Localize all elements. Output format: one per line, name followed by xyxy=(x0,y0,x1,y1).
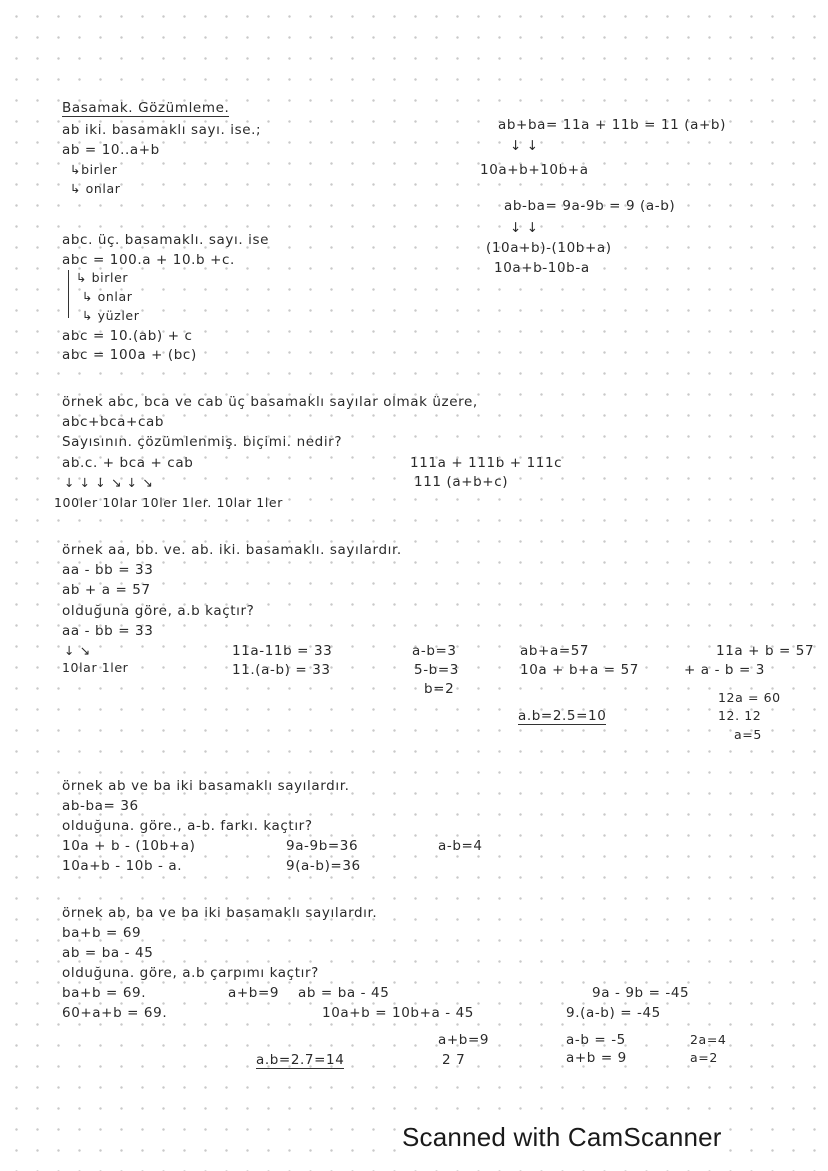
s4-col3-1: ab+a=57 xyxy=(520,643,590,659)
s6-line3: ab = ba - 45 xyxy=(62,945,154,961)
s3-right1: 111a + 111b + 111c xyxy=(410,455,563,471)
s6-line2: ba+b = 69 xyxy=(62,925,142,941)
s1-right2: ↓ ↓ xyxy=(510,138,539,154)
s6-mid2: ab = ba - 45 xyxy=(298,985,390,1001)
s4-col3-2: 10a + b+a = 57 xyxy=(520,662,639,678)
s2-line3: ↳ birler xyxy=(76,270,129,285)
s6-right5: 2a=4 xyxy=(690,1032,727,1047)
s4-col1-1: 11a-11b = 33 xyxy=(232,643,333,659)
s3-line1: örnek abc, bca ve cab üç basamaklı sayılar olmak üzere, xyxy=(62,394,478,410)
s4-col2-3: b=2 xyxy=(424,681,455,697)
s4-col1-2: 11.(a-b) = 33 xyxy=(232,662,331,678)
s4-col2-2: 5-b=3 xyxy=(414,662,459,678)
s1-right5: ↓ ↓ xyxy=(510,220,539,236)
s3-line2: abc+bca+cab xyxy=(62,414,165,430)
s6-right1: 9a - 9b = -45 xyxy=(592,985,690,1001)
s6-line4: olduğuna. göre, a.b çarpımı kaçtır? xyxy=(62,965,319,981)
s1-line2: ab = 10..a+b xyxy=(62,142,160,158)
s4-line3: ab + a = 57 xyxy=(62,582,151,598)
s1-right7: 10a+b-10b-a xyxy=(494,260,590,276)
section1-title: Basamak. Gözümleme. xyxy=(62,100,230,116)
s1-line4: ↳ onlar xyxy=(70,181,121,196)
s6-line5: ba+b = 69. xyxy=(62,985,147,1001)
s4-col4-2: + a - b = 3 xyxy=(684,662,765,678)
s2-line7: abc = 100a + (bc) xyxy=(62,347,197,363)
s4-col3-3: a.b=2.5=10 xyxy=(518,708,607,724)
s5-line5: 10a+b - 10b - a. xyxy=(62,858,183,874)
s3-line4: ab.c. + bca + cab xyxy=(62,455,194,471)
s1-right1: ab+ba= 11a + 11b = 11 (a+b) xyxy=(498,117,726,133)
s1-right3: 10a+b+10b+a xyxy=(480,162,589,178)
s6-right2: 9.(a-b) = -45 xyxy=(566,1005,661,1021)
s5-mid3: a-b=4 xyxy=(438,838,483,854)
s4-col4-3: 12a = 60 xyxy=(718,690,781,705)
s5-mid2: 9(a-b)=36 xyxy=(286,858,361,874)
s6-right3: a-b = -5 xyxy=(566,1032,626,1048)
s4-line2: aa - bb = 33 xyxy=(62,562,154,578)
s3-line5: ↓ ↓ ↓ ↘ ↓ ↘ xyxy=(64,475,154,490)
s4-col2-1: a-b=3 xyxy=(412,643,457,659)
s5-line4: 10a + b - (10b+a) xyxy=(62,838,196,854)
s4-col4-1: 11a + b = 57 xyxy=(716,643,815,659)
s6-line6: 60+a+b = 69. xyxy=(62,1005,168,1021)
s6-mid1: a+b=9 xyxy=(228,985,280,1001)
s4-col4-4: 12. 12 xyxy=(718,708,762,723)
s1-right6: (10a+b)-(10b+a) xyxy=(486,240,612,256)
s5-line1: örnek ab ve ba iki basamaklı sayılardır. xyxy=(62,778,350,794)
s6-mid4: a+b=9 xyxy=(438,1032,490,1048)
s4-line4: olduğuna göre, a.b kaçtır? xyxy=(62,603,255,619)
s3-line3: Sayısının. çözümlenmiş. biçimi. nedir? xyxy=(62,434,343,450)
s2-line2: abc = 100.a + 10.b +c. xyxy=(62,252,235,268)
s1-line3: ↳birler xyxy=(70,162,118,177)
s4-line7: 10lar 1ler xyxy=(62,660,129,675)
s1-line1: ab iki. basamaklı sayı. ise.; xyxy=(62,122,262,138)
s3-right2: 111 (a+b+c) xyxy=(414,474,509,490)
s2-line6: abc = 10.(ab) + c xyxy=(62,328,193,344)
s6-right4: a+b = 9 xyxy=(566,1050,627,1066)
s2-line5: ↳ yüzler xyxy=(82,308,140,323)
s4-col4-5: a=5 xyxy=(734,727,762,742)
s4-line1: örnek aa, bb. ve. ab. iki. basamaklı. sayılardır. xyxy=(62,542,402,558)
camscanner-watermark: Scanned with CamScanner xyxy=(398,1122,726,1153)
s3-line6: 100ler 10lar 10ler 1ler. 10lar 1ler xyxy=(54,495,283,510)
s5-line2: ab-ba= 36 xyxy=(62,798,139,814)
s5-mid1: 9a-9b=36 xyxy=(286,838,359,854)
s6-line1: örnek ab, ba ve ba iki basamaklı sayılardır. xyxy=(62,905,378,921)
s6-mid5: 2 7 xyxy=(442,1052,466,1068)
s5-line3: olduğuna. göre., a-b. farkı. kaçtır? xyxy=(62,818,313,834)
s2-line1: abc. üç. basamaklı. sayı. ise xyxy=(62,232,269,248)
s6-mid3: 10a+b = 10b+a - 45 xyxy=(322,1005,474,1021)
s2-bracket xyxy=(68,270,69,318)
s6-answer: a.b=2.7=14 xyxy=(256,1052,345,1068)
s6-right6: a=2 xyxy=(690,1050,718,1065)
s4-line5: aa - bb = 33 xyxy=(62,623,154,639)
s1-right4: ab-ba= 9a-9b = 9 (a-b) xyxy=(504,198,676,214)
s4-line6: ↓ ↘ xyxy=(64,643,91,658)
s2-line4: ↳ onlar xyxy=(82,289,133,304)
